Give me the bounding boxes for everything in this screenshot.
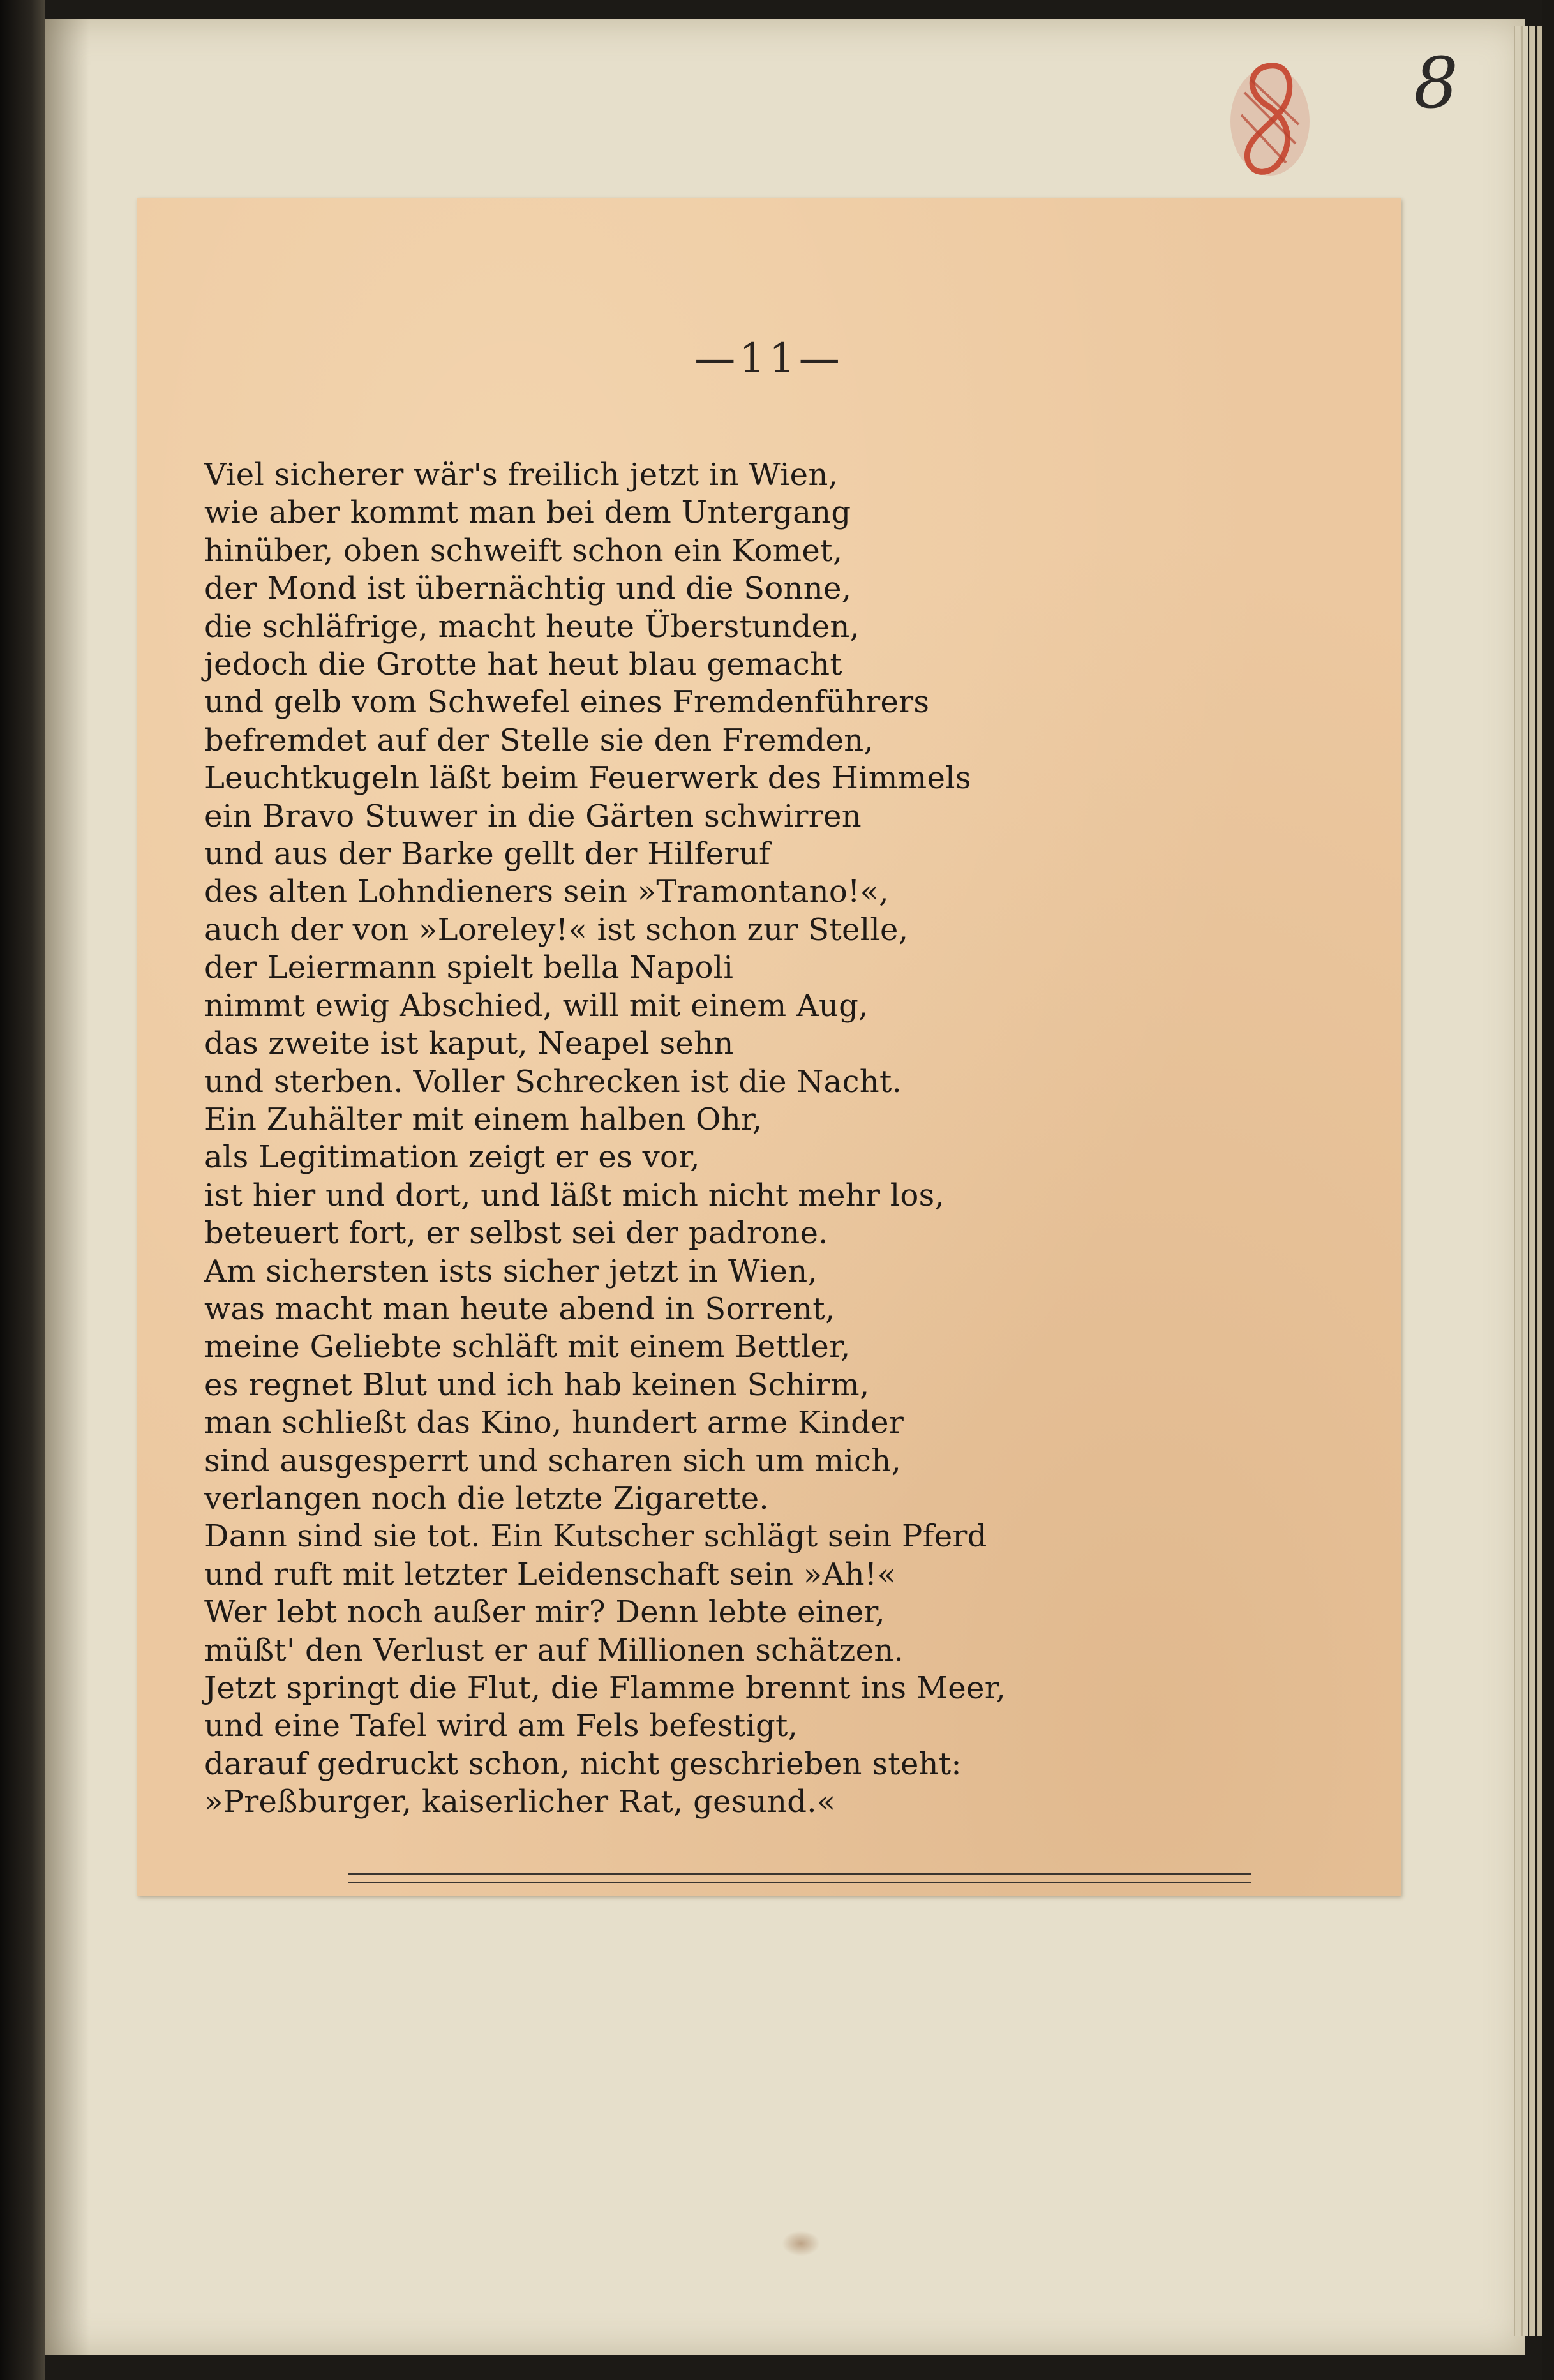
poem-line: als Legitimation zeigt er es vor, [204, 1139, 700, 1176]
poem-line: und aus der Barke gellt der Hilferuf [204, 836, 771, 872]
right-background [1542, 0, 1554, 2380]
poem-line: es regnet Blut und ich hab keinen Schirm, [204, 1366, 870, 1403]
poem-line: man schließt das Kino, hundert arme Kinder [204, 1405, 904, 1441]
poem-line: und ruft mit letzter Leidenschaft sein »Ah!« [204, 1556, 897, 1592]
poem-line: und eine Tafel wird am Fels befestigt, [204, 1708, 798, 1744]
page-edge [1521, 26, 1528, 2336]
poem-line: jedoch die Grotte hat heut blau gemacht [204, 647, 842, 683]
poem-line: des alten Lohndieners sein »Tramontano!«, [204, 874, 889, 910]
poem-line: und sterben. Voller Schrecken ist die Nacht. [204, 1063, 902, 1100]
poem-line: Leuchtkugeln läßt beim Feuerwerk des Himmels [204, 760, 971, 797]
poem-line: wie aber kommt man bei dem Untergang [204, 495, 851, 531]
poem-line: was macht man heute abend in Sorrent, [204, 1291, 835, 1327]
poem-line: ein Bravo Stuwer in die Gärten schwirren [204, 798, 862, 834]
poem-line: Ein Zuhälter mit einem halben Ohr, [204, 1101, 763, 1137]
poem-line: die schläfrige, macht heute Überstunden, [204, 608, 860, 645]
poem-line: ist hier und dort, und läßt mich nicht mehr los, [204, 1177, 945, 1213]
album-binding [0, 0, 45, 2380]
page-edge [1529, 26, 1535, 2336]
poem-line: beteuert fort, er selbst sei der padrone. [204, 1215, 828, 1252]
poem-line: »Preßburger, kaiserlicher Rat, gesund.« [204, 1784, 836, 1820]
poem-line: und gelb vom Schwefel eines Fremdenführers [204, 684, 930, 721]
poem-line: meine Geliebte schläft mit einem Bettler, [204, 1329, 851, 1365]
poem-line: Am sichersten ists sicher jetzt in Wien, [204, 1253, 818, 1289]
poem-line: Jetzt springt die Flut, die Flamme brennt ins Meer, [204, 1670, 1006, 1706]
page-fold-shadow [45, 19, 89, 2355]
poem-line: müßt' den Verlust er auf Millionen schätzen. [204, 1632, 904, 1668]
poem-line: der Mond ist übernächtig und die Sonne, [204, 571, 852, 607]
poem-line: nimmt ewig Abschied, will mit einem Aug, [204, 987, 869, 1024]
poem-line: Dann sind sie tot. Ein Kutscher schlägt sein Pferd [204, 1518, 987, 1555]
poem-line: sind ausgesperrt und scharen sich um mich, [204, 1442, 902, 1479]
poem-line: das zweite ist kaput, Neapel sehn [204, 1026, 734, 1062]
poem-line: darauf gedruckt schon, nicht geschrieben steht: [204, 1746, 962, 1782]
poem-line: der Leiermann spielt bella Napoli [204, 950, 734, 986]
poem-line: befremdet auf der Stelle sie den Fremden, [204, 722, 874, 758]
stain [782, 2231, 820, 2256]
poem-line: Viel sicherer wär's freilich jetzt in Wien, [204, 457, 839, 493]
pencil-folio-number: 8 [1414, 42, 1458, 124]
poem-line: Wer lebt noch außer mir? Denn lebte einer, [204, 1594, 885, 1631]
poem-line: verlangen noch die letzte Zigarette. [204, 1480, 769, 1516]
poem-text [204, 456, 1417, 1822]
poem-line: auch der von »Loreley!« ist schon zur Stelle, [204, 911, 909, 948]
poem-line: hinüber, oben schweift schon ein Komet, [204, 532, 843, 569]
crayon-folio-mark [1225, 54, 1315, 182]
double-rule [348, 1873, 1251, 1883]
clipping-page-number: —11— [694, 335, 844, 382]
page-edge [1514, 26, 1520, 2336]
